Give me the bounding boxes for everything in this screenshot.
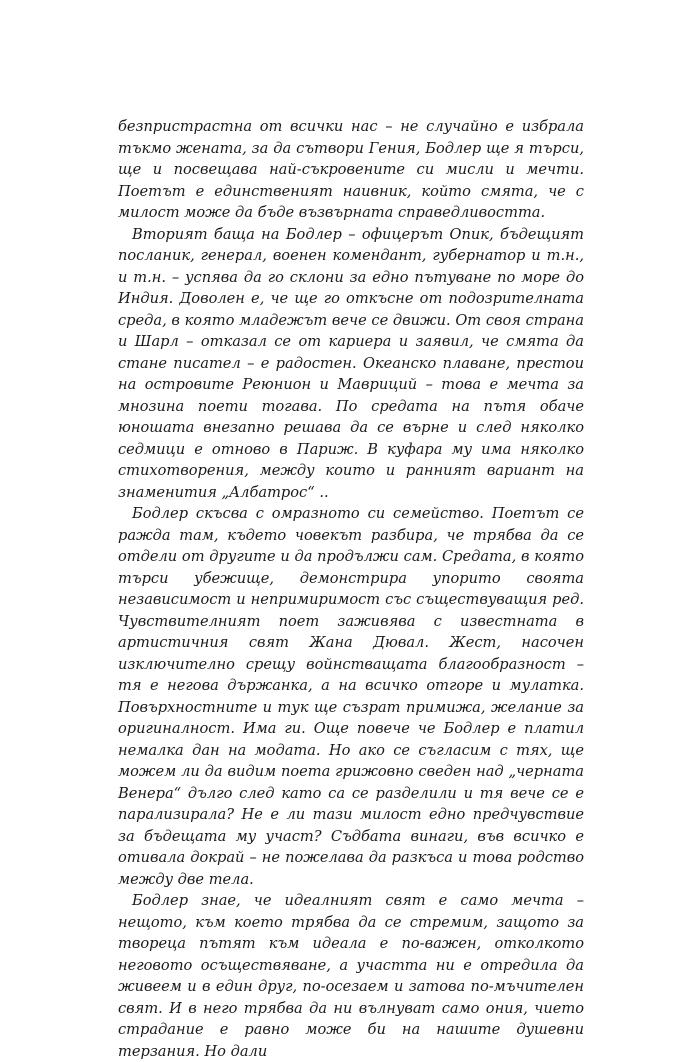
paragraph-4: Бодлер знае, че идеалният свят е само мечта – нещото, към което трябва да се стремим, защото за твореца пътят към идеала е по-важен, отколкото неговото осъществяване, а участта ни е отредила да живеем и в един друг, по-осезаем и затова по-мъчителен свят. И в него трябва да ни вълнуват само ония, чието страдание е равно може би на нашите душевни терзания. Но дали <box>118 892 584 1060</box>
paragraph-2: Вторият баща на Бодлер – офицерът Опик, бъдещият посланик, генерал, военен комендант, губернатор и т.н., и т.н. – успява да го склони за едно пътуване по море до Индия. Доволен е, че ще го откъсне от подозрителната среда, в която младежът вече се движи. От своя страна и Шарл – отказал се от кариера и заявил, че смята да стане писател – е радостен. Океанско плаване, престои на островите Реюнион и Мавриций – това е мечта за мнозина поети тогава. По средата на пътя обаче юношата внезапно решава да се върне и след няколко седмици е отново в Париж. В куфара му има няколко стихотворения, между които и ранният вариант на знаменития „Албатрос“ .. <box>118 225 584 501</box>
paragraph-3: Бодлер скъсва с омразното си семейство. Поетът се ражда там, където човекът разбира, че трябва да се отдели от другите и да продължи сам. Средата, в която търси убежище, демонстрира упорито своята независимост и непримиримост със съществуващия ред. Чувствителният поет заживява с известната в артистичния свят Жана Дювал. Жест, насочен изключително срещу войнстващата благообразност – тя е негова държанка, а на всичко отгоре и мулатка. Повърхностните и тук ще съзрат примижа, желание за оригиналност. Има ги. Още повече че Бодлер е платил немалка дан на модата. Но ако се съгласим с тях, ще можем ли да видим поета грижовно сведен над „черната Венера“ дълго след като са се разделили и тя вече се е парализирала? Не е ли тази милост едно предчувствие за бъдещата му участ? Съдбата винаги, във всичко е отивала докрай – не пожелава да разкъса и това родство между две тела. <box>118 505 584 888</box>
paragraph-1: безпристрастна от всички нас – не случайно е избрала тъкмо жената, за да сътвори Гения, Бодлер ще я търси, ще и посвещава най-съкровените си мисли и мечти. Поетът е единственият наивник, който смята, че с милост може да бъде възвърната справедливостта. <box>118 118 584 221</box>
body-text <box>118 116 584 1062</box>
